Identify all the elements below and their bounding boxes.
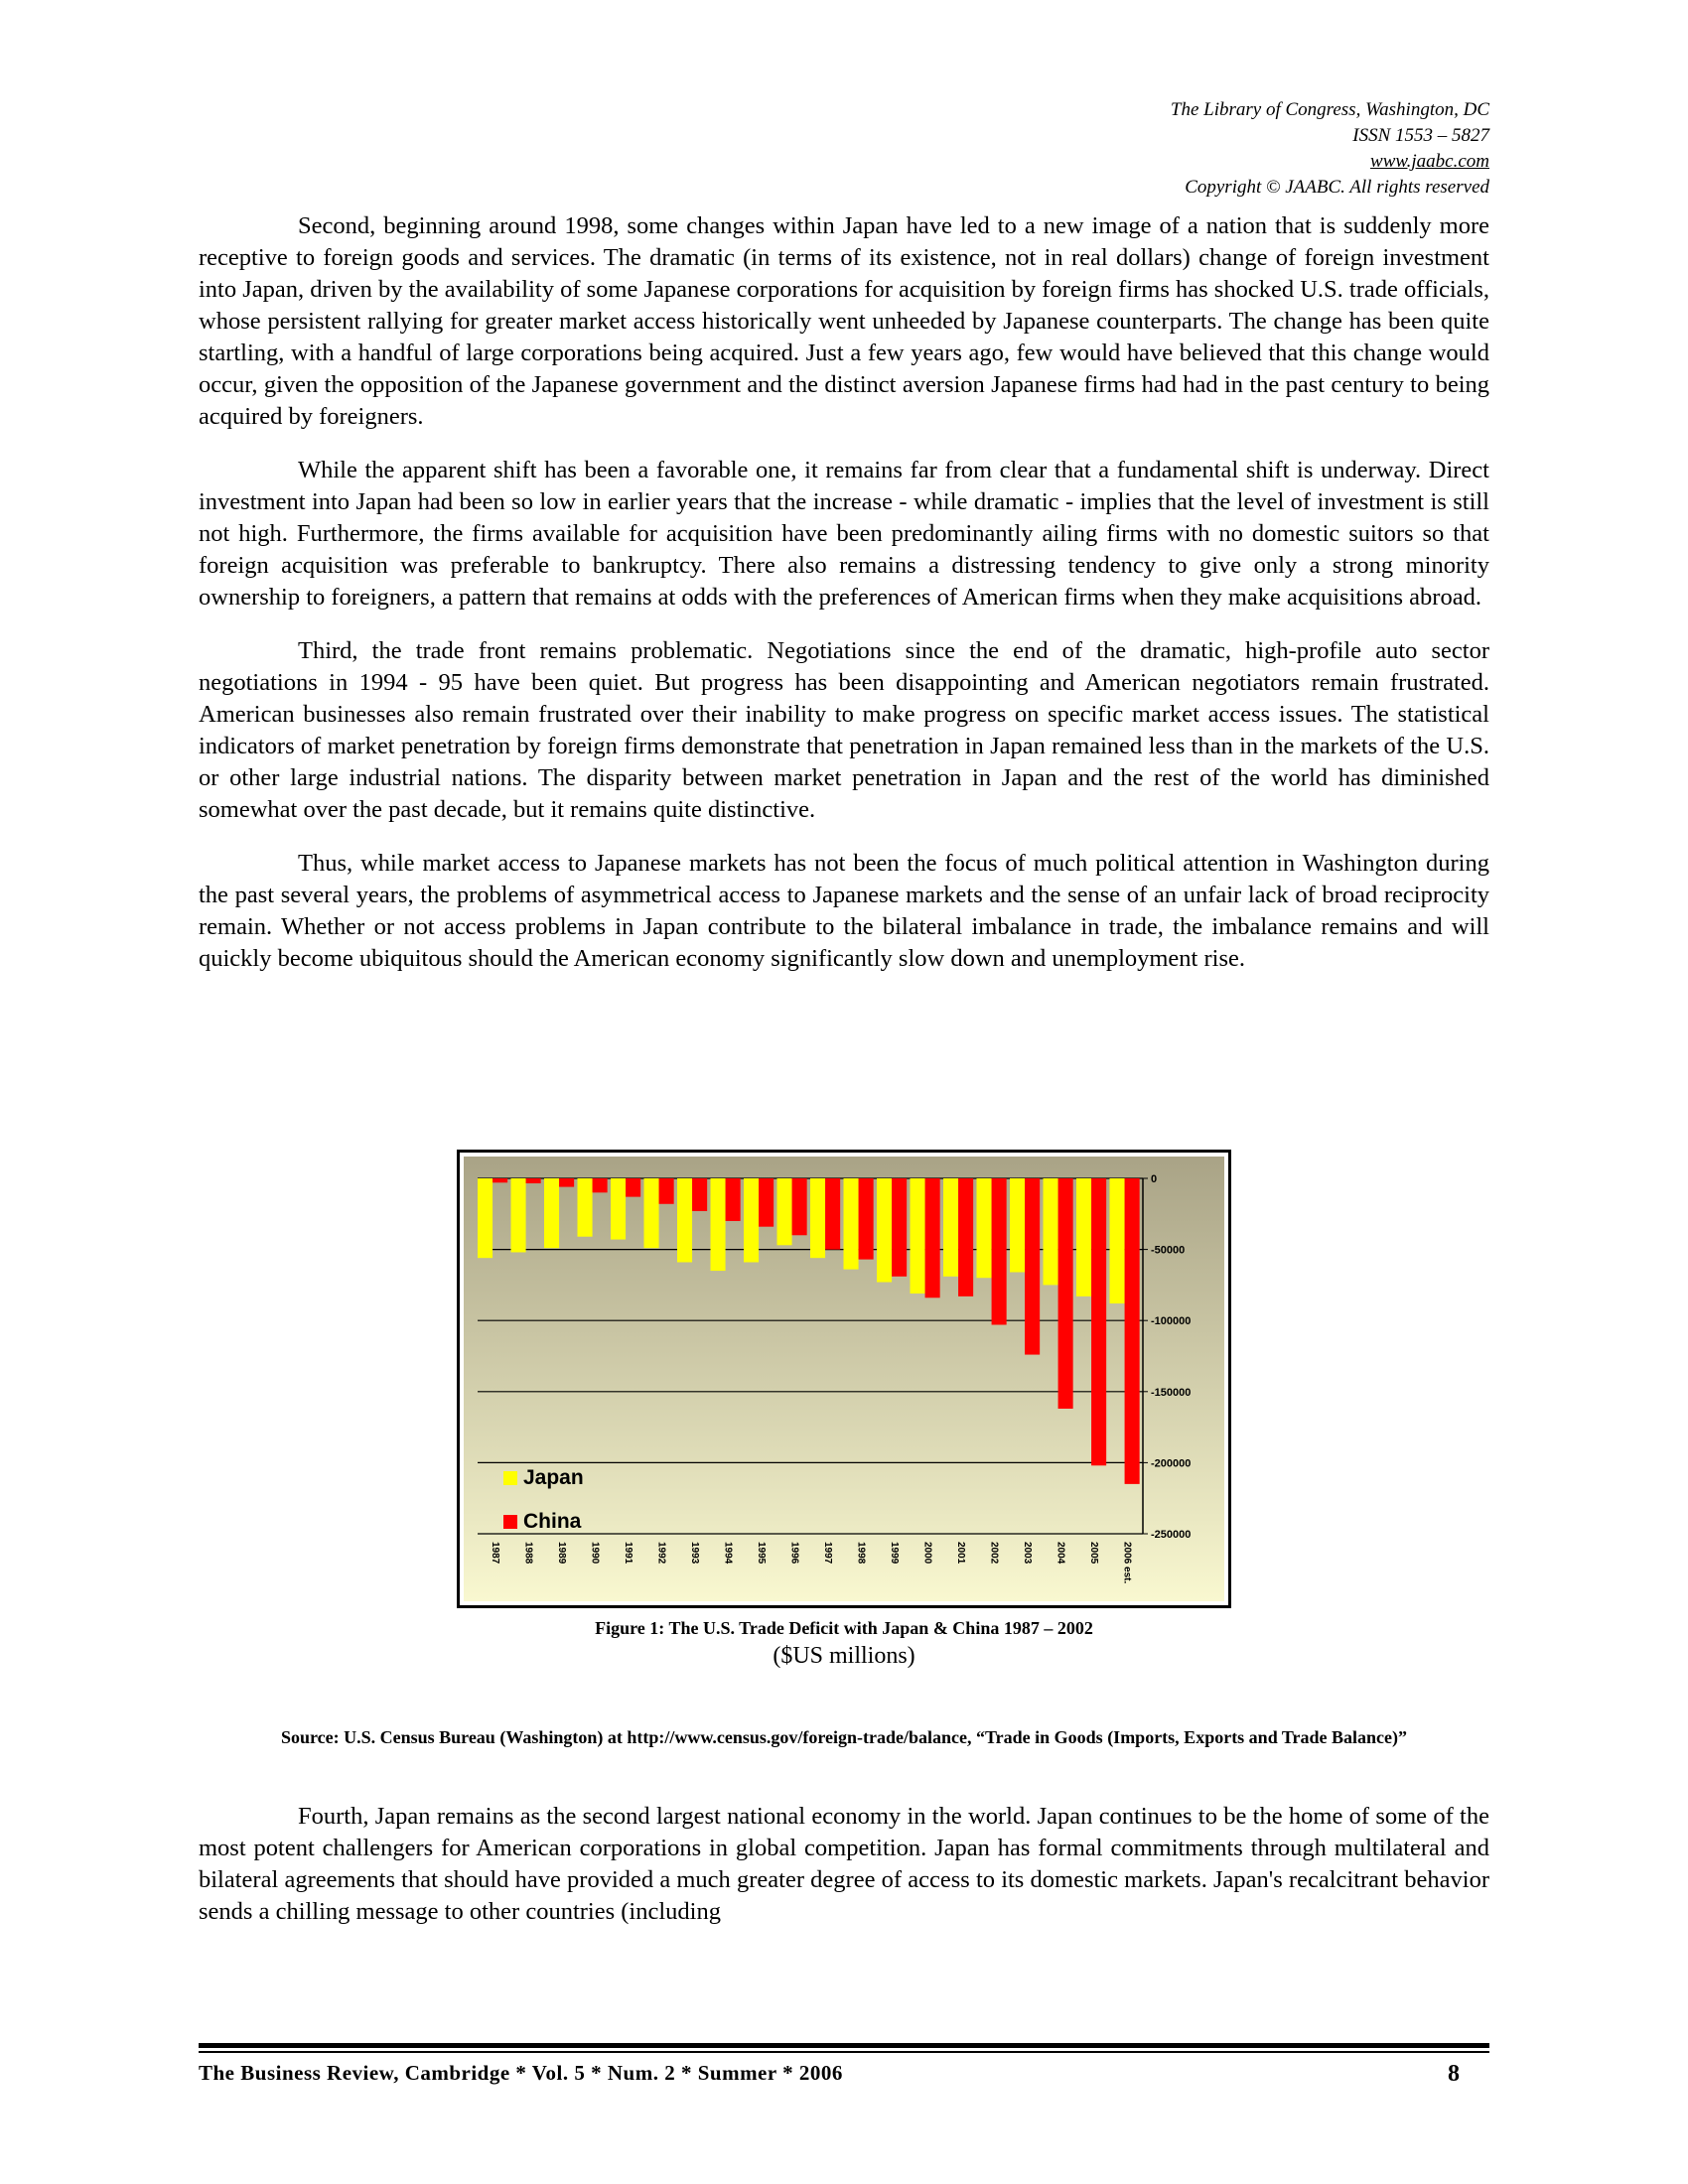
header-library: The Library of Congress, Washington, DC bbox=[1170, 99, 1489, 120]
x-tick-label: 2001 bbox=[954, 1542, 966, 1565]
x-tick-label: 2000 bbox=[921, 1542, 933, 1565]
body-text-section-continued bbox=[199, 1801, 1489, 1950]
bar-china bbox=[626, 1178, 640, 1197]
y-tick-label: -50000 bbox=[1151, 1244, 1186, 1257]
bar-china bbox=[593, 1178, 608, 1192]
bar-china bbox=[825, 1178, 840, 1250]
bar-china bbox=[659, 1178, 674, 1204]
bar-japan bbox=[511, 1178, 526, 1252]
bar-japan bbox=[677, 1178, 692, 1262]
bar-japan bbox=[777, 1178, 792, 1245]
bar-china bbox=[726, 1178, 741, 1221]
footer-divider bbox=[199, 2043, 1489, 2048]
header-copyright: Copyright © JAABC. All rights reserved bbox=[1185, 177, 1489, 198]
legend-label-china: China bbox=[523, 1510, 582, 1533]
bar-china bbox=[492, 1178, 507, 1182]
bar-china bbox=[958, 1178, 973, 1297]
paragraph: While the apparent shift has been a favorable one, it remains far from clear that a fundamental shift is underway. Direct investment into Japan had been so low in earlier years that the increase - while dramatic - implies that the level of investment is still not high. Furthermore, the firms available for acquisition have been predominantly ailing firms with no domestic suitors so that foreign acquisition was preferable to bankruptcy. There also remains a distressing tendency to give only a strong minority ownership to foreigners, a pattern that remains at odds with the preferences of American firms when they make acquisitions abroad. bbox=[199, 457, 1489, 611]
figure-caption-title: Figure 1: The U.S. Trade Deficit with Japan & China 1987 – 2002 bbox=[595, 1618, 1093, 1638]
x-tick-label: 1990 bbox=[589, 1542, 601, 1565]
x-tick-label: 1997 bbox=[821, 1542, 833, 1565]
bar-japan bbox=[478, 1178, 492, 1258]
bar-japan bbox=[711, 1178, 726, 1271]
body-text-section bbox=[199, 210, 1489, 997]
x-tick-label: 1995 bbox=[755, 1542, 767, 1565]
bar-japan bbox=[1110, 1178, 1125, 1303]
bar-china bbox=[892, 1178, 907, 1277]
x-tick-label: 2004 bbox=[1055, 1542, 1066, 1565]
journal-header bbox=[1171, 97, 1489, 201]
bar-japan bbox=[844, 1178, 859, 1270]
bar-japan bbox=[810, 1178, 825, 1258]
bar-japan bbox=[544, 1178, 559, 1248]
page-number: 8 bbox=[1448, 2061, 1460, 2087]
y-tick-label: -150000 bbox=[1151, 1386, 1192, 1399]
y-tick-label: -100000 bbox=[1151, 1315, 1192, 1328]
x-tick-label: 1993 bbox=[688, 1542, 700, 1565]
legend-label-japan: Japan bbox=[523, 1466, 584, 1489]
x-tick-label: 1988 bbox=[522, 1542, 534, 1565]
bar-china bbox=[1058, 1178, 1073, 1409]
bar-japan bbox=[611, 1178, 626, 1240]
bar-japan bbox=[977, 1178, 992, 1278]
y-tick-label: 0 bbox=[1151, 1173, 1158, 1185]
x-tick-label: 1998 bbox=[855, 1542, 867, 1565]
bar-japan bbox=[877, 1178, 892, 1283]
header-issn: ISSN 1553 – 5827 bbox=[1352, 125, 1489, 146]
chart-svg bbox=[464, 1157, 1224, 1601]
footer-journal-title: The Business Review, Cambridge * Vol. 5 * Num. 2 * Summer * 2006 bbox=[199, 2061, 843, 2085]
legend-swatch-china bbox=[503, 1515, 517, 1529]
header-website-link[interactable]: www.jaabc.com bbox=[1370, 151, 1489, 172]
figure-caption-units: ($US millions) bbox=[773, 1643, 915, 1669]
bar-china bbox=[792, 1178, 807, 1235]
bar-china bbox=[1091, 1178, 1106, 1465]
x-tick-label: 2006 est. bbox=[1121, 1542, 1133, 1584]
x-tick-label: 2005 bbox=[1087, 1542, 1099, 1565]
bar-japan bbox=[911, 1178, 925, 1294]
bar-japan bbox=[578, 1178, 593, 1237]
paragraph: Third, the trade front remains problematic. Negotiations since the end of the dramatic, high-profile auto sector negotiations in 1994 - 95 have been quiet. But progress has been disappointing and American negotiators remain frustrated. American businesses also remain frustrated over their inability to make progress on specific market access issues. The statistical indicators of market penetration by foreign firms demonstrate that penetration in Japan remained less than in the markets of the U.S. or other large industrial nations. The disparity between market penetration in Japan and the rest of the world has diminished somewhat over the past decade, but it remains quite distinctive. bbox=[199, 637, 1489, 823]
bar-japan bbox=[1010, 1178, 1025, 1273]
footer-divider-thin bbox=[199, 2051, 1489, 2053]
trade-deficit-chart bbox=[457, 1150, 1231, 1608]
x-tick-label: 1987 bbox=[489, 1542, 500, 1565]
bar-china bbox=[1125, 1178, 1140, 1484]
x-tick-label: 2002 bbox=[988, 1542, 1000, 1565]
x-tick-label: 1994 bbox=[722, 1542, 734, 1565]
bar-china bbox=[526, 1178, 541, 1183]
paragraph: Second, beginning around 1998, some changes within Japan have led to a new image of a nation that is suddenly more receptive to foreign goods and services. The dramatic (in terms of its existence, not in real dollars) change of foreign investment into Japan, driven by the availability of some Japanese corporations for acquisition by foreign firms has shocked U.S. trade officials, whose persistent rallying for greater market access historically went unheeded by Japanese counterparts. The change has been quite startling, with a handful of large corporations being acquired. Just a few years ago, few would have believed that this change would occur, given the opposition of the Japanese government and the distinct aversion Japanese firms had had in the past century to being acquired by foreigners. bbox=[199, 212, 1489, 430]
bar-japan bbox=[1044, 1178, 1058, 1285]
bar-japan bbox=[943, 1178, 958, 1277]
paragraph: Fourth, Japan remains as the second largest national economy in the world. Japan continues to be the home of some of the most potent challengers for American corporations in global competition. Japan has formal commitments through multilateral and bilateral agreements that should have provided a much greater degree of access to its domestic markets. Japan's recalcitrant behavior sends a chilling message to other countries (including bbox=[199, 1803, 1489, 1925]
bar-china bbox=[1025, 1178, 1040, 1355]
figure-caption bbox=[199, 1616, 1489, 1672]
bar-japan bbox=[1076, 1178, 1091, 1297]
x-tick-label: 1989 bbox=[555, 1542, 567, 1565]
bar-china bbox=[992, 1178, 1007, 1324]
x-tick-label: 1999 bbox=[888, 1542, 900, 1565]
bar-japan bbox=[644, 1178, 659, 1248]
bar-china bbox=[559, 1178, 574, 1187]
x-tick-label: 1996 bbox=[788, 1542, 800, 1565]
bar-china bbox=[859, 1178, 874, 1260]
y-tick-label: -200000 bbox=[1151, 1457, 1192, 1470]
y-tick-label: -250000 bbox=[1151, 1529, 1192, 1541]
bar-japan bbox=[744, 1178, 759, 1262]
x-tick-label: 1992 bbox=[655, 1542, 667, 1565]
bar-china bbox=[759, 1178, 774, 1227]
bar-china bbox=[692, 1178, 707, 1211]
x-tick-label: 2003 bbox=[1021, 1542, 1033, 1565]
figure-source: Source: U.S. Census Bureau (Washington) at http://www.census.gov/foreign-trade/balance, “Trade in Goods (Imports, Exports and Trade Balance)” bbox=[280, 1727, 1408, 1747]
legend-swatch-japan bbox=[503, 1471, 517, 1485]
bar-china bbox=[925, 1178, 940, 1297]
paragraph: Thus, while market access to Japanese markets has not been the focus of much political attention in Washington during the past several years, the problems of asymmetrical access to Japanese markets and the sense of an unfair lack of broad reciprocity remain. Whether or not access problems in Japan contribute to the bilateral imbalance in trade, the imbalance remains and will quickly become ubiquitous should the American economy significantly slow down and unemployment rise. bbox=[199, 850, 1489, 972]
x-tick-label: 1991 bbox=[622, 1542, 633, 1565]
